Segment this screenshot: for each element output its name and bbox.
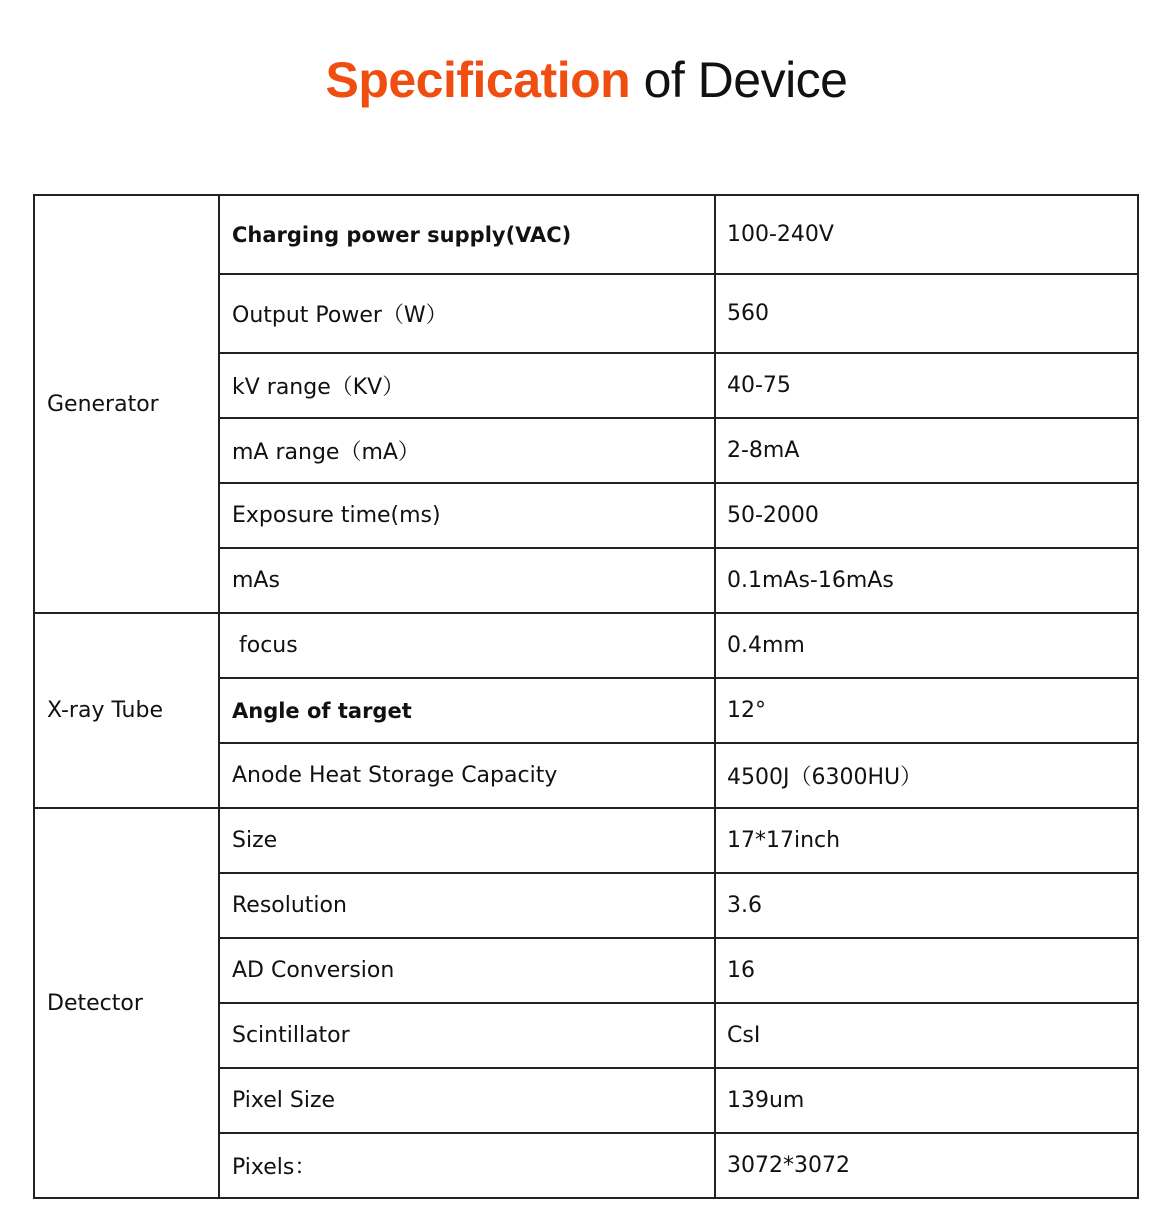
param-label: Charging power supply(VAC) <box>219 195 715 274</box>
param-label: Resolution <box>219 873 715 938</box>
param-label: mAs <box>219 548 715 613</box>
param-value: 0.4mm <box>715 613 1138 678</box>
param-label: kV range（KV） <box>219 353 715 418</box>
page-title <box>0 48 1173 112</box>
group-label-generator: Generator <box>34 195 219 613</box>
param-value: 3.6 <box>715 873 1138 938</box>
param-value: 50-2000 <box>715 483 1138 548</box>
param-label: Output Power（W） <box>219 274 715 353</box>
param-value: 2-8mA <box>715 418 1138 483</box>
param-value: 16 <box>715 938 1138 1003</box>
specification-table <box>33 194 1139 1199</box>
param-label: Exposure time(ms) <box>219 483 715 548</box>
param-label: mA range（mA） <box>219 418 715 483</box>
param-value: 0.1mAs-16mAs <box>715 548 1138 613</box>
param-label: Angle of target <box>219 678 715 743</box>
table-row <box>34 195 1138 274</box>
param-label: Size <box>219 808 715 873</box>
param-label: AD Conversion <box>219 938 715 1003</box>
param-value: 560 <box>715 274 1138 353</box>
param-label: Scintillator <box>219 1003 715 1068</box>
param-value: 100-240V <box>715 195 1138 274</box>
page-title-rest: of Device <box>630 52 848 108</box>
param-label: Pixel Size <box>219 1068 715 1133</box>
param-label: focus <box>219 613 715 678</box>
param-value: CsI <box>715 1003 1138 1068</box>
table-row <box>34 808 1138 873</box>
param-value: 139um <box>715 1068 1138 1133</box>
param-value: 3072*3072 <box>715 1133 1138 1198</box>
group-label-detector: Detector <box>34 808 219 1198</box>
param-label: Pixels： <box>219 1133 715 1198</box>
table-row <box>34 613 1138 678</box>
page-title-accent: Specification <box>325 52 631 108</box>
param-value: 12° <box>715 678 1138 743</box>
param-value: 4500J（6300HU） <box>715 743 1138 808</box>
param-value: 17*17inch <box>715 808 1138 873</box>
param-value: 40-75 <box>715 353 1138 418</box>
group-label-xray-tube: X-ray Tube <box>34 613 219 808</box>
param-label: Anode Heat Storage Capacity <box>219 743 715 808</box>
